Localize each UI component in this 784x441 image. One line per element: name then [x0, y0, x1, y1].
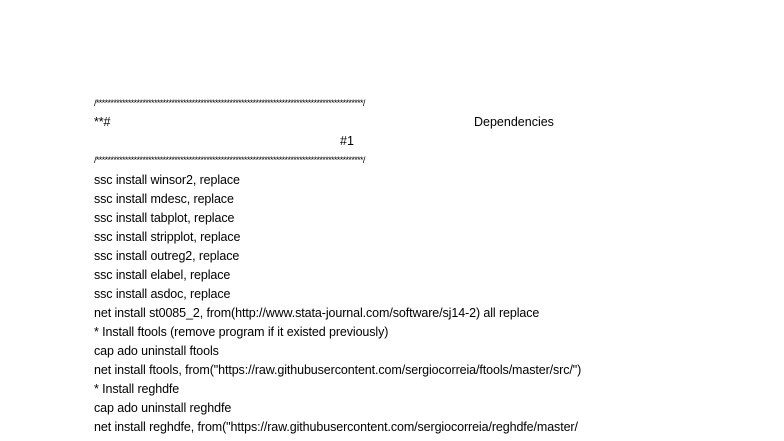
comment-border-bottom: /********************************************************************************************/: [94, 155, 365, 165]
code-line: ssc install mdesc, replace: [94, 192, 234, 206]
code-line: net install st0085_2, from(http://www.stata-journal.com/software/sj14-2) all replace: [94, 306, 540, 320]
code-line: net install reghdfe, from("https://raw.githubusercontent.com/sergiocorreia/reghdfe/master/: [94, 420, 578, 434]
code-line: cap ado uninstall reghdfe: [94, 401, 232, 415]
section-title: Dependencies: [474, 115, 554, 129]
code-line: ssc install outreg2, replace: [94, 249, 240, 263]
comment-border-top: /********************************************************************************************/: [94, 98, 365, 108]
code-line: ssc install asdoc, replace: [94, 287, 231, 301]
section-marker: **#: [94, 115, 111, 129]
code-line: net install ftools, from("https://raw.githubusercontent.com/sergiocorreia/ftools/master/src/"): [94, 363, 582, 377]
section-number: #1: [340, 134, 354, 148]
code-line: ssc install winsor2, replace: [94, 173, 240, 187]
comment-line: * Install reghdfe: [94, 382, 180, 396]
code-line: ssc install stripplot, replace: [94, 230, 241, 244]
code-line: cap ado uninstall ftools: [94, 344, 219, 358]
code-line: ssc install tabplot, replace: [94, 211, 235, 225]
code-line: ssc install elabel, replace: [94, 268, 231, 282]
comment-line: * Install ftools (remove program if it existed previously): [94, 325, 389, 339]
